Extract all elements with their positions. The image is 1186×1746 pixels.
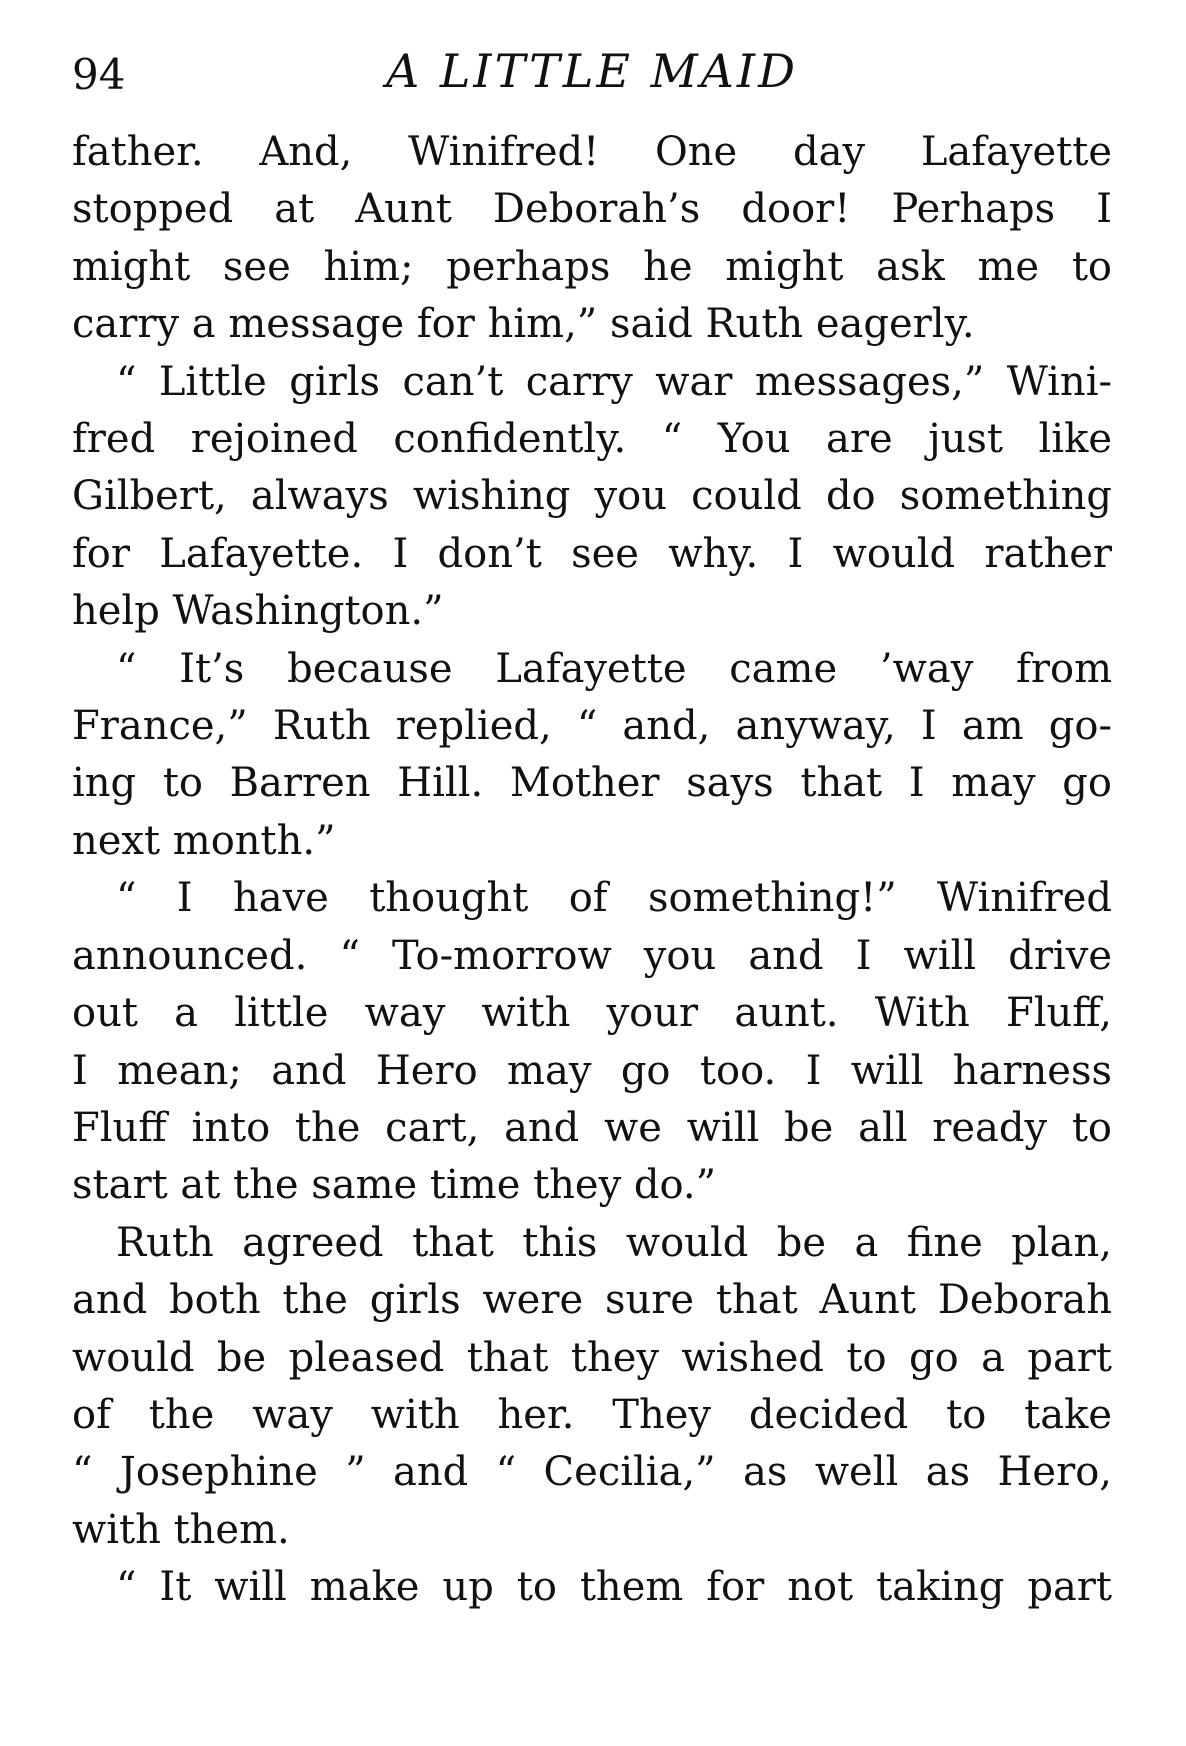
text-line: father. And, Winifred! One day Lafayette — [72, 129, 1112, 175]
text-line: “ It will make up to them for not taking part — [116, 1564, 1112, 1611]
paragraph-2 — [72, 354, 1112, 641]
page-number: 94 — [72, 50, 126, 99]
text-line: “ Little girls can’t carry war messages,” Wini- — [116, 358, 1112, 405]
text-line: with them. — [72, 1506, 290, 1553]
text-line: start at the same time they do.” — [72, 1162, 717, 1209]
running-head — [72, 40, 1112, 124]
text-line: carry a message for him,” said Ruth eagerly. — [72, 301, 975, 348]
text-line: Ruth agreed that this would be a fine plan, — [116, 1219, 1112, 1266]
text-line: “ Josephine ” and “ Cecilia,” as well as Hero, — [72, 1449, 1112, 1496]
text-line: Gilbert, always wishing you could do something — [72, 473, 1112, 520]
text-line: ing to Barren Hill. Mother says that I may go — [72, 760, 1112, 807]
text-line: announced. “ To-morrow you and I will drive — [72, 932, 1112, 979]
paragraph-3 — [72, 641, 1112, 871]
text-line: “ It’s because Lafayette came ’way from — [116, 645, 1112, 692]
paragraph-4 — [72, 870, 1112, 1214]
text-line: help Washington.” — [72, 588, 444, 635]
text-line: would be pleased that they wished to go a part — [72, 1334, 1112, 1381]
text-line: Fluff into the cart, and we will be all ready to — [72, 1104, 1112, 1151]
text-line: for Lafayette. I don’t see why. I would rather — [72, 530, 1112, 577]
running-title: A LITTLE MAID — [386, 44, 798, 98]
text-line: fred rejoined confidently. “ You are just like — [72, 416, 1112, 463]
text-line: France,” Ruth replied, “ and, anyway, I am go- — [72, 703, 1112, 750]
paragraph-1 — [72, 124, 1112, 354]
text-line: out a little way with your aunt. With Fluff, — [72, 990, 1112, 1037]
text-line: of the way with her. They decided to take — [72, 1391, 1112, 1438]
paragraph-6 — [72, 1559, 1112, 1616]
body-text — [72, 124, 1112, 1617]
text-line: I mean; and Hero may go too. I will harness — [72, 1047, 1112, 1094]
paragraph-5 — [72, 1215, 1112, 1559]
book-page — [72, 40, 1112, 1617]
text-line: and both the girls were sure that Aunt Deborah — [72, 1277, 1112, 1324]
text-line: next month.” — [72, 817, 336, 864]
text-line: might see him; perhaps he might ask me to — [72, 243, 1112, 290]
text-line: stopped at Aunt Deborah’s door! Perhaps I — [72, 186, 1112, 233]
text-line: “ I have thought of something!” Winifred — [116, 875, 1112, 922]
